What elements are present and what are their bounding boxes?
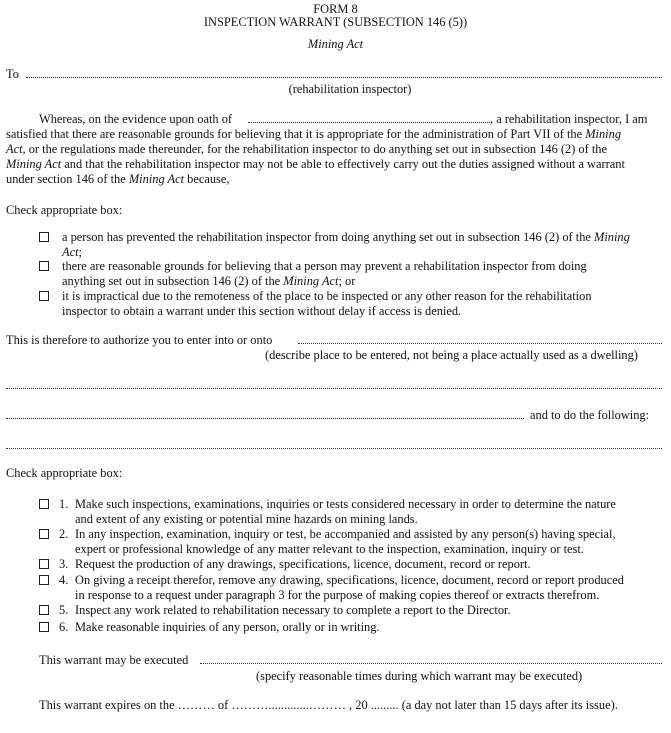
place-caption: (describe place to be entered, not being a place actually used as a dwelling) bbox=[265, 348, 638, 362]
check-label-2: Check appropriate box: bbox=[6, 466, 123, 480]
executed-label: This warrant may be executed bbox=[39, 653, 189, 667]
reason-checkbox-3[interactable] bbox=[39, 291, 49, 301]
whereas-text-5a: under section 146 of the bbox=[6, 172, 126, 186]
authorize-label: This is therefore to authorize you to enter into or onto bbox=[6, 333, 273, 347]
whereas-line-1 bbox=[39, 112, 232, 127]
place-field-2[interactable] bbox=[6, 377, 662, 389]
form-number: FORM 8 bbox=[313, 2, 358, 16]
executed-field[interactable] bbox=[200, 652, 662, 664]
whereas-text-5b: because, bbox=[184, 172, 230, 186]
to-field[interactable] bbox=[26, 66, 662, 78]
whereas-text-1b: , a rehabilitation inspector, I am bbox=[490, 112, 648, 126]
action-checkbox-1[interactable] bbox=[39, 499, 49, 509]
reason-checkbox-2[interactable] bbox=[39, 261, 49, 271]
and-follow-label: and to do the following: bbox=[530, 408, 650, 422]
form-page: FORM 8 INSPECTION WARRANT (SUBSECTION 146 (5)) Mining Act To (rehabilitation inspector) Whereas, on the evidence upon oath of , a rehabilitation inspector, I am satisfied that there are reasonable grounds for believing that it is appropriate for the administration of Part VII of the Mining Act, or the regulations made thereunder, for the rehabilitation inspector to do anything set out in subsection 146 (2) of the Mining Act and that the rehabilitation inspector may not be able to effectively carry out the duties assigned without a warrant under section 146 of the Mining Act because, Check appropriate box: a person has prevented the rehabilitation inspector from doing anything set out in subsection 146 (2) of the Mining Act; there are reasonable grounds for believing that a person may prevent a rehabilitation inspector from doing anything set out in subsection 146 (2) of the Mining Act; or it is impractical due to the remoteness of the place to be inspected or any other reason for the rehabilitation inspector to obtain a warrant under this section without delay if access is denied. This is therefore to authorize you to enter into or onto (describe place to be entered, not being a place actually used as a dwelling) and to do the following: Check appropriate box: 1. Make such inspections, examinations, inquiries or tests considered necessary in order to determine the nature and extent of any existing or potential mine hazards on mining lands. 2. In any inspection, examination, inquiry or test, be accompanied and assisted by any person(s) having special, expert or professional knowledge of any matter relevant to the inspection, examination, inquiry or test. 3. Request the production of any drawings, specifications, licence, document, record or report. 4. On giving a receipt therefor, remove any drawing, specifications, licence, document, record or report produced in response to a request under paragraph 3 for the purpose of making copies thereof or extracts therefrom. 5. Inspect any work related to rehabilitation necessary to complete a report to the Director. 6. Make reasonable inquiries of any person, orally or in writing. This warrant may be executed (specify reasonable times during which warrant may be executed) This warrant expires on the ……… of ……….............……… , 20 ......... (a day not later than 15 days after its issue). bbox=[0, 0, 671, 733]
whereas-act-4: Mining Act bbox=[6, 157, 62, 171]
oath-name-field[interactable] bbox=[248, 111, 490, 123]
to-label: To bbox=[6, 67, 19, 81]
place-field-3[interactable] bbox=[6, 407, 524, 419]
whereas-act-2: Mining bbox=[585, 127, 622, 141]
whereas-text-2a: satisfied that there are reasonable grounds for believing that it is appropriate for the administration of Part VII of the bbox=[6, 127, 583, 141]
place-field-1[interactable] bbox=[298, 332, 662, 344]
whereas-line-3 bbox=[6, 142, 607, 157]
whereas-line-5 bbox=[6, 172, 229, 187]
whereas-text-1a: Whereas, on the evidence upon oath of bbox=[39, 112, 233, 126]
whereas-line-2 bbox=[6, 127, 621, 142]
executed-caption: (specify reasonable times during which warrant may be executed) bbox=[256, 669, 583, 683]
action-checkbox-3[interactable] bbox=[39, 559, 49, 569]
whereas-act-3: Act bbox=[6, 142, 23, 156]
check-label-1: Check appropriate box: bbox=[6, 203, 123, 217]
whereas-act-5: Mining Act bbox=[128, 172, 185, 186]
action-checkbox-5[interactable] bbox=[39, 605, 49, 615]
act-name: Mining Act bbox=[307, 37, 364, 51]
to-caption: (rehabilitation inspector) bbox=[288, 82, 412, 96]
whereas-line-4 bbox=[6, 157, 625, 172]
whereas-text-3b: , or the regulations made thereunder, for the rehabilitation inspector to do anything set out in subsection 146 (2) of the bbox=[22, 142, 607, 156]
place-field-4[interactable] bbox=[6, 437, 662, 449]
action-checkbox-6[interactable] bbox=[39, 622, 49, 632]
expires-line: This warrant expires on the ……… of ……….............……… , 20 ......... (a day not later than 15 days after its issue). bbox=[39, 698, 618, 712]
action-checkbox-2[interactable] bbox=[39, 529, 49, 539]
reason-checkbox-1[interactable] bbox=[39, 232, 49, 242]
form-title: INSPECTION WARRANT (SUBSECTION 146 (5)) bbox=[203, 15, 468, 29]
whereas-text-4b: and that the rehabilitation inspector may not be able to effectively carry out the duties assigned without a warrant bbox=[61, 157, 625, 171]
action-checkbox-4[interactable] bbox=[39, 575, 49, 585]
